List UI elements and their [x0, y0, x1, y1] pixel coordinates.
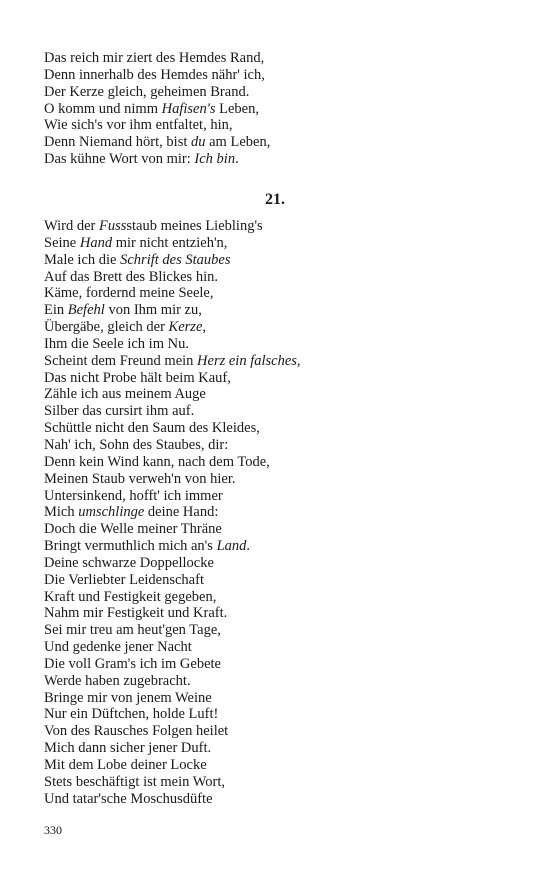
italic-text: Schrift des Staubes	[120, 251, 231, 268]
poem-line	[44, 471, 514, 488]
poem-line	[44, 639, 514, 656]
line-text: Deine schwarze Doppellocke	[44, 554, 214, 571]
page-number: 330	[44, 823, 62, 837]
line-text: Sei mir treu am heut'gen Tage,	[44, 622, 221, 639]
poem-line	[44, 521, 514, 538]
line-text: Der Kerze gleich, geheimen Brand.	[44, 83, 250, 100]
italic-text: Hafisen's	[161, 100, 216, 117]
poem-line	[44, 774, 514, 791]
poem-line	[44, 723, 514, 740]
poem-line	[44, 386, 514, 403]
line-text: Schüttle nicht den Saum des Kleides,	[44, 420, 260, 437]
poem-line	[44, 555, 514, 572]
line-text: von Ihm mir zu,	[104, 302, 202, 319]
poem-continuation	[44, 50, 514, 168]
poem-line	[44, 757, 514, 774]
poem-line	[44, 572, 514, 589]
line-text: Mich dann sicher jener Duft.	[44, 740, 212, 757]
line-text: Male ich die	[44, 251, 121, 268]
poem-line	[44, 437, 514, 454]
poem-line	[44, 134, 514, 151]
line-text: Die voll Gram's ich im Gebete	[44, 655, 221, 672]
poem-line	[44, 67, 514, 84]
line-text: Seine	[44, 234, 80, 251]
line-text: Doch die Welle meiner Thräne	[44, 521, 222, 538]
line-text: Kraft und Festigkeit gegeben,	[44, 588, 217, 605]
poem-line	[44, 218, 514, 235]
line-text: O komm und nimm	[44, 100, 162, 117]
poem-line	[44, 622, 514, 639]
line-text: Werde haben zugebracht.	[44, 672, 191, 689]
line-text: Bringt vermuthlich mich an's	[44, 538, 217, 555]
line-text: Käme, fordernd meine Seele,	[44, 285, 214, 302]
italic-text: Befehl	[67, 302, 105, 319]
poem-line	[44, 319, 514, 336]
poem-line	[44, 656, 514, 673]
poem-line	[44, 504, 514, 521]
line-text: mir nicht entzieh'n,	[112, 234, 228, 251]
poem-line	[44, 740, 514, 757]
poem-line	[44, 488, 514, 505]
line-text: deine Hand:	[144, 504, 219, 521]
italic-text: Herz ein falsches	[197, 352, 297, 369]
poem-line	[44, 605, 514, 622]
line-text: Wird der	[44, 218, 99, 234]
line-text: Auf das Brett des Blickes hin.	[44, 268, 218, 285]
line-text: Denn kein Wind kann, nach dem Tode,	[44, 453, 270, 470]
poem-line	[44, 403, 514, 420]
poem-line	[44, 336, 514, 353]
poem-line	[44, 117, 514, 134]
line-text: .	[235, 151, 239, 168]
italic-text: Hand	[79, 234, 113, 251]
poem-line	[44, 589, 514, 606]
poem-line	[44, 50, 514, 67]
poem-line	[44, 235, 514, 252]
poem-line	[44, 538, 514, 555]
italic-text: umschlinge	[78, 504, 145, 521]
line-text: ,	[202, 319, 207, 336]
line-text: staub meines Liebling's	[126, 218, 263, 234]
poem-line	[44, 370, 514, 387]
line-text: Übergäbe, gleich der	[44, 319, 169, 336]
line-text: am Leben,	[205, 134, 271, 151]
line-text: ,	[296, 352, 301, 369]
poem-line	[44, 302, 514, 319]
poem-line	[44, 706, 514, 723]
line-text: Untersinkend, hofft' ich immer	[44, 487, 223, 504]
italic-text: Ich bin	[194, 151, 236, 168]
line-text: Das kühne Wort von mir:	[44, 151, 195, 168]
line-text: Von des Rausches Folgen heilet	[44, 723, 229, 740]
poem-line	[44, 269, 514, 286]
line-text: Ihm die Seele ich im Nu.	[44, 335, 189, 352]
line-text: Nah' ich, Sohn des Staubes, dir:	[44, 436, 229, 453]
poem-line	[44, 673, 514, 690]
line-text: Und gedenke jener Nacht	[44, 639, 192, 656]
line-text: Das reich mir ziert des Hemdes Rand,	[44, 50, 265, 66]
line-text: Das nicht Probe hält beim Kauf,	[44, 369, 231, 386]
line-text: .	[246, 538, 251, 555]
poem-line	[44, 101, 514, 118]
line-text: Wie sich's vor ihm entfaltet, hin,	[44, 117, 233, 134]
line-text: Silber das cursirt ihm auf.	[44, 403, 195, 420]
poem-line	[44, 454, 514, 471]
line-text: Denn innerhalb des Hemdes nähr' ich,	[44, 66, 265, 83]
italic-text: Land	[216, 538, 247, 555]
poem-line	[44, 84, 514, 101]
poem-line	[44, 791, 514, 808]
line-text: Mit dem Lobe deiner Locke	[44, 757, 207, 773]
italic-text: Fuss	[98, 218, 127, 234]
poem-line	[44, 420, 514, 437]
poem-line	[44, 353, 514, 370]
line-text: Nur ein Düftchen, holde Luft!	[44, 706, 219, 723]
line-text: Denn Niemand hört, bist	[44, 134, 191, 151]
line-text: Stets beschäftigt ist mein Wort,	[44, 773, 226, 790]
line-text: Mich	[44, 504, 79, 521]
line-text: Leben,	[215, 100, 259, 117]
poem-line	[44, 285, 514, 302]
line-text: Scheint dem Freund mein	[44, 352, 198, 369]
poem-number: 21.	[265, 191, 285, 208]
poem-line	[44, 690, 514, 707]
line-text: Zähle ich aus meinem Auge	[44, 386, 206, 403]
line-text: Bringe mir von jenem Weine	[44, 689, 212, 706]
poem-21-body	[44, 218, 514, 808]
line-text: Die Verliebter Leidenschaft	[44, 571, 204, 588]
italic-text: Kerze	[168, 319, 203, 336]
italic-text: du	[191, 134, 206, 151]
poem-line	[44, 252, 514, 269]
line-text: Meinen Staub verweh'n von hier.	[44, 470, 236, 487]
line-text: Ein	[44, 302, 68, 319]
line-text: Nahm mir Festigkeit und Kraft.	[44, 605, 228, 622]
poem-line	[44, 151, 514, 168]
line-text: Und tatar'sche Moschusdüfte	[44, 790, 213, 807]
